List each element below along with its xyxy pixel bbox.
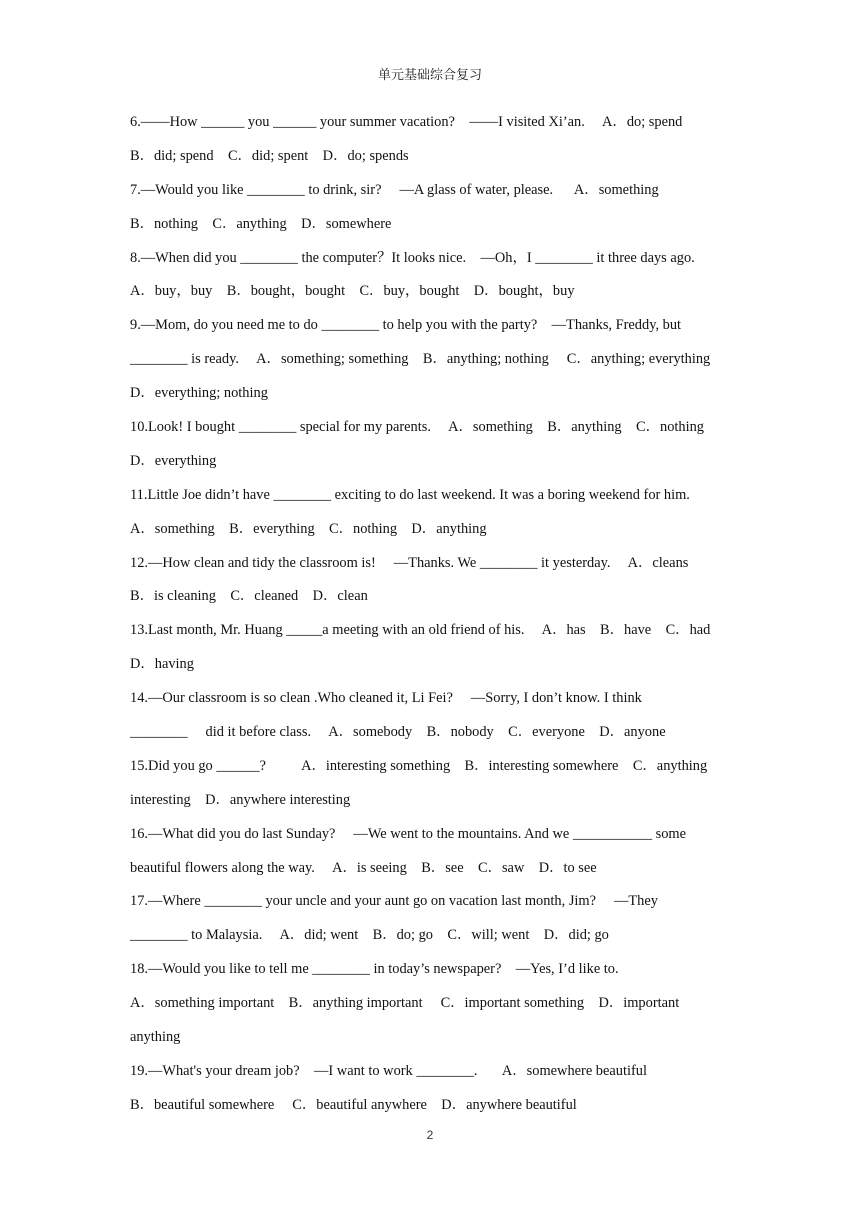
text-line: interesting D．anywhere interesting — [130, 791, 351, 808]
text-line: 14.—Our classroom is so clean .Who cleaned it, Li Fei? —Sorry, I don’t know. I think — [130, 690, 642, 707]
text-line: A．something B．everything C．nothing D．anything — [130, 520, 487, 537]
text-line: ________ to Malaysia. A．did; went B．do; go C．will; went D．did; go — [130, 927, 609, 944]
text-line: 6.——How ______ you ______ your summer vacation? ——I visited Xi’an. A．do; spend — [130, 114, 683, 130]
text-line: A．something important B．anything important C．important something D．important — [130, 995, 680, 1012]
text-line: 11.Little Joe didn’t have ________ exciting to do last weekend. It was a boring weekend for him. — [130, 486, 690, 503]
text-line: 18.—Would you like to tell me ________ in today’s newspaper? —Yes, I’d like to. — [130, 961, 619, 978]
text-line: B．is cleaning C．cleaned D．clean — [130, 588, 368, 605]
text-line: 17.—Where ________ your uncle and your aunt go on vacation last month, Jim? —They — [130, 893, 658, 910]
text-line: 10.Look! I bought ________ special for my parents. A．something B．anything C．nothing — [130, 419, 704, 436]
question-list — [130, 110, 732, 1127]
text-line: ________ did it before class. A．somebody B．nobody C．everyone D．anyone — [130, 724, 666, 741]
text-line: 16.—What did you do last Sunday? —We went to the mountains. And we ___________ some — [130, 825, 687, 842]
text-line: beautiful flowers along the way. A．is seeing B．see C．saw D．to see — [130, 859, 597, 876]
text-line: ________ is ready. A．something; something B．anything; nothing C．anything; everything — [130, 351, 711, 368]
page-header: 单元基础综合复习 — [377, 68, 482, 83]
text-line: 9.—Mom, do you need me to do ________ to help you with the party? —Thanks, Freddy, but — [130, 317, 682, 334]
text-line: D．everything — [130, 452, 217, 469]
text-line: A．buy，buy B．bought，bought C．buy，bought D．bought，buy — [130, 283, 575, 300]
text-line: 8.—When did you ________ the computer？It looks nice. —Oh，I ________ it three days ago. — [130, 249, 695, 266]
text-line: B．nothing C．anything D．somewhere — [130, 215, 392, 232]
text-line: 12.—How clean and tidy the classroom is! —Thanks. We ________ it yesterday. A．cleans — [130, 554, 689, 571]
text-line: 13.Last month, Mr. Huang _____a meeting with an old friend of his. A．has B．have C．had — [130, 622, 711, 639]
text-line: D．everything; nothing — [130, 385, 268, 402]
page-number: 2 — [426, 1128, 434, 1142]
text-line: D．having — [130, 656, 194, 673]
text-line: anything — [130, 1029, 181, 1046]
text-line: 19.—What's your dream job? —I want to work ________. A．somewhere beautiful — [130, 1062, 647, 1079]
text-line: B．did; spend C．did; spent D．do; spends — [130, 147, 409, 164]
text-line: B．beautiful somewhere C．beautiful anywhere D．anywhere beautiful — [130, 1096, 577, 1113]
text-line: 15.Did you go ______? A．interesting something B．interesting somewhere C．anything — [130, 757, 708, 774]
text-line: 7.—Would you like ________ to drink, sir? —A glass of water, please. A．something — [130, 181, 659, 198]
